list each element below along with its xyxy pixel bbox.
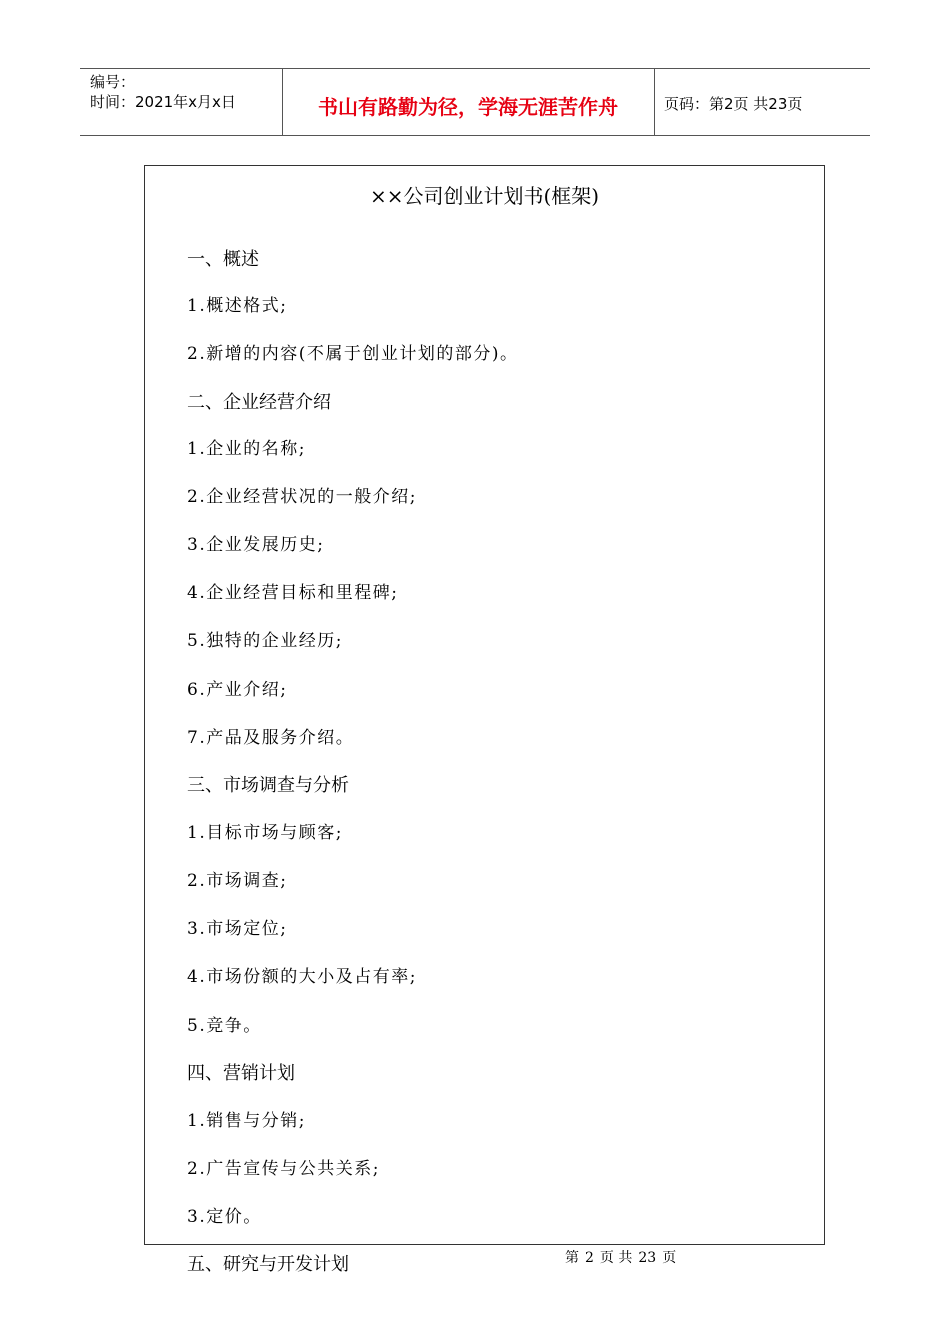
list-item: 1.概述格式; bbox=[187, 296, 288, 316]
section-heading-marketing-plan: 四、营销计划 bbox=[187, 1063, 295, 1084]
list-item: 3.定价。 bbox=[187, 1207, 262, 1227]
section-heading-business-intro: 二、企业经营介绍 bbox=[187, 392, 331, 413]
header-bottom-rule bbox=[80, 135, 870, 136]
list-item: 2.市场调查; bbox=[187, 871, 288, 891]
list-item: 1.企业的名称; bbox=[187, 439, 306, 459]
header-date-label: 时间：2021年x月x日 bbox=[90, 93, 236, 111]
footer-prefix: 第 bbox=[565, 1250, 579, 1266]
list-item: 5.独特的企业经历; bbox=[187, 631, 343, 651]
section-heading-overview: 一、概述 bbox=[187, 249, 259, 270]
list-item: 2.企业经营状况的一般介绍; bbox=[187, 487, 417, 507]
document-title: ××公司创业计划书(框架) bbox=[369, 184, 600, 208]
list-item: 3.企业发展历史; bbox=[187, 535, 325, 555]
footer-suffix: 页 bbox=[662, 1250, 677, 1266]
list-item: 6.产业介绍; bbox=[187, 680, 288, 700]
footer-total-pages: 23 bbox=[638, 1250, 657, 1266]
list-item: 1.目标市场与顾客; bbox=[187, 823, 343, 843]
header-meta bbox=[90, 72, 236, 112]
footer-mid: 页 共 bbox=[599, 1250, 633, 1266]
header-divider-right bbox=[654, 68, 655, 135]
header-motto: 书山有路勤为径，学海无涯苦作舟 bbox=[318, 95, 618, 119]
section-heading-rnd-plan: 五、研究与开发计划 bbox=[187, 1254, 349, 1275]
list-item: 7.产品及服务介绍。 bbox=[187, 728, 355, 748]
header-number-label: 编号： bbox=[90, 73, 136, 91]
list-item: 2.广告宣传与公共关系; bbox=[187, 1159, 380, 1179]
header-top-rule bbox=[80, 68, 870, 69]
page-footer bbox=[565, 1247, 682, 1267]
section-heading-market-research: 三、市场调查与分析 bbox=[187, 775, 349, 796]
header-page-info: 页码：第2页 共23页 bbox=[664, 95, 803, 113]
list-item: 4.市场份额的大小及占有率; bbox=[187, 967, 417, 987]
list-item: 1.销售与分销; bbox=[187, 1111, 306, 1131]
list-item: 4.企业经营目标和里程碑; bbox=[187, 583, 399, 603]
list-item: 5.竞争。 bbox=[187, 1016, 262, 1036]
footer-page-number: 2 bbox=[585, 1250, 594, 1266]
list-item: 3.市场定位; bbox=[187, 919, 288, 939]
list-item: 2.新增的内容(不属于创业计划的部分)。 bbox=[187, 344, 519, 364]
